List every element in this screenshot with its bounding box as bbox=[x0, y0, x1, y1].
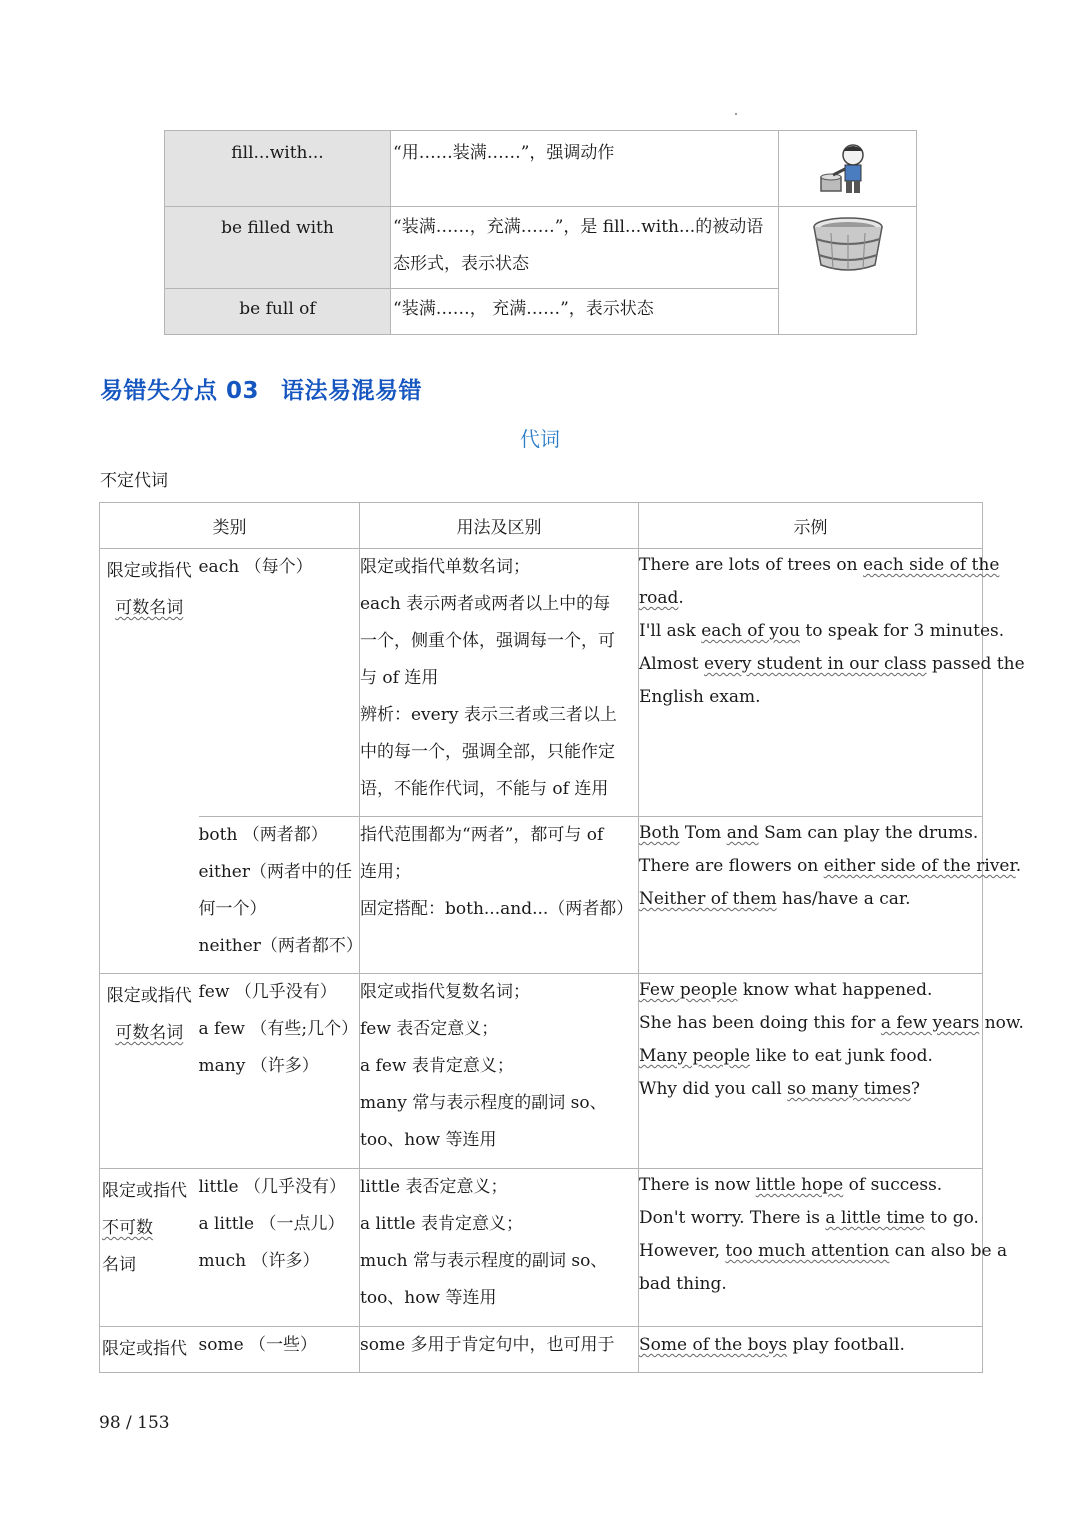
example-line bbox=[639, 1073, 982, 1106]
example-text: I'll ask bbox=[639, 621, 702, 641]
section-number: 易错失分点 03 bbox=[100, 378, 260, 404]
example-line bbox=[639, 1268, 982, 1301]
meaning-cell bbox=[391, 289, 779, 335]
section-title: 语法易混易错 bbox=[281, 378, 423, 404]
examples-cell bbox=[639, 817, 1022, 974]
word-item: a few （有些;几个） bbox=[198, 1019, 359, 1039]
usage-line: 与 of 连用 bbox=[360, 668, 439, 688]
category-text: 限定或指代 bbox=[106, 561, 192, 581]
example-underlined: each side of the bbox=[863, 555, 1000, 575]
usage-line: too、how 等连用 bbox=[360, 1288, 497, 1308]
usage-line: 一个，侧重个体，强调每一个，可 bbox=[360, 631, 615, 651]
sub-heading: 代词 bbox=[520, 427, 560, 451]
example-text: bad thing. bbox=[639, 1274, 727, 1294]
example-underlined: a little time bbox=[825, 1208, 925, 1228]
phrase-cell bbox=[165, 207, 391, 289]
header-examples: 示例 bbox=[639, 503, 983, 549]
phrase-table bbox=[164, 130, 917, 335]
example-line bbox=[639, 883, 982, 916]
phrase-text: be filled with bbox=[221, 218, 334, 238]
category-cell bbox=[100, 1169, 199, 1327]
example-underlined: Some of the boys bbox=[639, 1335, 788, 1355]
word-item: little （几乎没有） bbox=[198, 1177, 346, 1197]
example-text: to speak for 3 minutes. bbox=[800, 621, 1005, 641]
usage-line: little 表否定意义； bbox=[360, 1177, 508, 1197]
example-underlined: either side of the river bbox=[823, 856, 1016, 876]
words-cell bbox=[199, 1327, 360, 1373]
table-row bbox=[165, 207, 917, 289]
meaning-text: “用……装满……”，强调动作 bbox=[393, 143, 615, 163]
example-text: know what happened. bbox=[737, 980, 933, 1000]
words-cell bbox=[199, 1169, 360, 1327]
example-text: There are lots of trees on bbox=[639, 555, 864, 575]
wooden-tub-illustration bbox=[811, 217, 885, 273]
word-item: many （许多） bbox=[198, 1056, 319, 1076]
category-text: 限定或指代 bbox=[102, 1181, 187, 1201]
usage-line: 限定或指代单数名词； bbox=[360, 557, 530, 577]
category-cell bbox=[100, 974, 199, 1169]
example-line bbox=[639, 648, 1025, 681]
category-text: 名词 bbox=[102, 1255, 136, 1275]
example-text: can also be a bbox=[889, 1241, 1008, 1261]
example-text: . bbox=[678, 588, 684, 608]
examples-cell bbox=[639, 1169, 1008, 1327]
usage-line: 固定搭配：both...and...（两者都） bbox=[360, 899, 634, 919]
category-text: 限定或指代 bbox=[106, 986, 192, 1006]
word-item: each （每个） bbox=[198, 557, 313, 577]
phrase-cell bbox=[165, 131, 391, 207]
example-underlined: and bbox=[726, 823, 759, 843]
category-text: 限定或指代 bbox=[102, 1339, 187, 1359]
example-line bbox=[639, 1202, 982, 1235]
word-item: few （几乎没有） bbox=[198, 982, 337, 1002]
usage-line: 中的每一个，强调全部，只能作定 bbox=[360, 742, 615, 762]
example-line bbox=[639, 1169, 982, 1202]
meaning-cell bbox=[391, 131, 779, 207]
word-item: 何一个） bbox=[198, 899, 267, 919]
usage-line: many 常与表示程度的副词 so、 bbox=[360, 1093, 607, 1113]
usage-cell bbox=[360, 817, 639, 974]
example-line bbox=[639, 615, 1005, 648]
examples-cell bbox=[639, 549, 1025, 817]
example-text: of success. bbox=[843, 1175, 943, 1195]
word-item: a little （一点儿） bbox=[198, 1214, 345, 1234]
example-underlined: Many people bbox=[639, 1046, 751, 1066]
example-text: Don't worry. There is bbox=[639, 1208, 826, 1228]
example-underlined: Few people bbox=[639, 980, 738, 1000]
category-text: 可数名词 bbox=[115, 598, 184, 618]
table-row bbox=[100, 974, 983, 1169]
example-underlined: each of you bbox=[701, 621, 801, 641]
words-cell bbox=[199, 549, 360, 817]
example-line bbox=[639, 582, 982, 615]
example-text: ? bbox=[910, 1079, 921, 1099]
example-text: However, bbox=[639, 1241, 726, 1261]
usage-line: few 表否定意义； bbox=[360, 1019, 499, 1039]
example-text: passed the bbox=[926, 654, 1025, 674]
example-underlined: road bbox=[639, 588, 679, 608]
usage-line: 限定或指代复数名词； bbox=[360, 982, 530, 1002]
topic-label: 不定代词 bbox=[100, 471, 168, 491]
boy-filling-bucket-illustration bbox=[819, 141, 877, 197]
usage-line: 辨析：every 表示三者或三者以上 bbox=[360, 705, 617, 725]
examples-cell bbox=[639, 1327, 983, 1373]
usage-line: some 多用于肯定句中，也可用于 bbox=[360, 1335, 615, 1355]
example-line bbox=[639, 974, 982, 1007]
table-header-row bbox=[100, 503, 983, 549]
usage-line: 指代范围都为“两者”，都可与 of bbox=[360, 825, 604, 845]
header-usage: 用法及区别 bbox=[360, 503, 639, 549]
usage-line: too、how 等连用 bbox=[360, 1130, 497, 1150]
example-line bbox=[639, 817, 982, 850]
example-underlined: a few years bbox=[880, 1013, 980, 1033]
word-item: some （一些） bbox=[198, 1335, 318, 1355]
example-line bbox=[639, 1007, 1024, 1040]
phrase-text: fill...with... bbox=[231, 143, 324, 163]
example-text: has/have a car. bbox=[776, 889, 911, 909]
example-text: Sam can play the drums. bbox=[758, 823, 979, 843]
phrase-text: be full of bbox=[239, 299, 316, 319]
example-underlined: little hope bbox=[755, 1175, 844, 1195]
usage-line: 连用； bbox=[360, 862, 411, 882]
usage-cell bbox=[360, 974, 639, 1169]
meaning-cell bbox=[391, 207, 779, 289]
example-text: There are flowers on bbox=[639, 856, 824, 876]
word-item: much （许多） bbox=[198, 1251, 320, 1271]
example-text: Almost bbox=[639, 654, 705, 674]
table-row bbox=[100, 1327, 983, 1373]
pronoun-table bbox=[99, 502, 1025, 1373]
usage-cell bbox=[360, 1327, 639, 1373]
word-item: either（两者中的任 bbox=[198, 862, 352, 882]
example-text: now. bbox=[979, 1013, 1024, 1033]
example-line bbox=[639, 1235, 1008, 1268]
example-line bbox=[639, 549, 1000, 582]
page-number: 98 / 153 bbox=[99, 1413, 170, 1433]
example-text: play football. bbox=[787, 1335, 905, 1355]
usage-line: a little 表肯定意义； bbox=[360, 1214, 523, 1234]
examples-cell bbox=[639, 974, 1024, 1169]
example-text: . bbox=[1015, 856, 1022, 876]
section-heading bbox=[100, 372, 422, 405]
category-cell bbox=[100, 549, 199, 974]
picture-cell bbox=[779, 207, 917, 335]
usage-cell bbox=[360, 549, 639, 817]
phrase-cell bbox=[165, 289, 391, 335]
example-line bbox=[639, 850, 1022, 883]
usage-line: a few 表肯定意义； bbox=[360, 1056, 514, 1076]
example-line bbox=[639, 1040, 982, 1073]
usage-line: each 表示两者或两者以上中的每 bbox=[360, 594, 611, 614]
example-text: She has been doing this for bbox=[639, 1013, 881, 1033]
table-row bbox=[100, 549, 983, 817]
example-underlined: Both bbox=[639, 823, 680, 843]
category-text: 不可数 bbox=[102, 1218, 153, 1238]
category-text: 可数名词 bbox=[115, 1023, 184, 1043]
example-underlined: Neither of them bbox=[639, 889, 777, 909]
example-underlined: so many times bbox=[787, 1079, 911, 1099]
example-text: English exam. bbox=[639, 687, 761, 707]
example-line bbox=[639, 1327, 982, 1364]
table-row bbox=[100, 1169, 983, 1327]
example-text: to go. bbox=[924, 1208, 979, 1228]
usage-line: much 常与表示程度的副词 so、 bbox=[360, 1251, 608, 1271]
picture-cell bbox=[779, 131, 917, 207]
words-cell bbox=[198, 817, 363, 974]
example-line bbox=[639, 681, 982, 714]
usage-cell bbox=[360, 1169, 639, 1327]
example-text: Why did you call bbox=[639, 1079, 788, 1099]
example-text: Tom bbox=[679, 823, 727, 843]
meaning-text: “装满……， 充满……”，表示状态 bbox=[393, 299, 654, 319]
header-category: 类别 bbox=[100, 503, 360, 549]
word-item: both （两者都） bbox=[198, 825, 328, 845]
table-row bbox=[100, 817, 983, 974]
words-cell bbox=[199, 974, 360, 1169]
table-row bbox=[165, 131, 917, 207]
example-underlined: too much attention bbox=[725, 1241, 890, 1261]
category-cell bbox=[100, 1327, 199, 1373]
usage-line: 语，不能作代词，不能与 of 连用 bbox=[360, 779, 609, 799]
example-underlined: every student in our class bbox=[704, 654, 927, 674]
meaning-text: 态形式，表示状态 bbox=[393, 254, 529, 274]
example-text: like to eat junk food. bbox=[750, 1046, 933, 1066]
example-text: There is now bbox=[639, 1175, 756, 1195]
word-item: neither（两者都不） bbox=[198, 936, 363, 956]
meaning-text: “装满……，充满……”，是 fill...with...的被动语 bbox=[393, 217, 764, 237]
stray-dot bbox=[735, 113, 737, 115]
